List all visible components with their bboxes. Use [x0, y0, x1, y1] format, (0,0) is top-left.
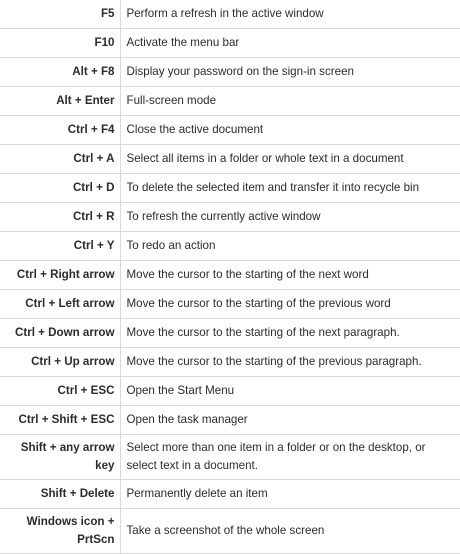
shortcut-description: Open the Start Menu	[120, 377, 460, 406]
shortcut-description: To refresh the currently active window	[120, 203, 460, 232]
shortcut-description: To delete the selected item and transfer it into recycle bin	[120, 174, 460, 203]
table-row	[0, 58, 460, 87]
shortcut-key: Ctrl + A	[0, 145, 120, 174]
shortcut-key: Alt + F8	[0, 58, 120, 87]
shortcut-key: Ctrl + D	[0, 174, 120, 203]
table-row	[0, 87, 460, 116]
table-row	[0, 406, 460, 435]
shortcut-description: Activate the menu bar	[120, 29, 460, 58]
table-row	[0, 377, 460, 406]
table-row	[0, 0, 460, 29]
table-row	[0, 232, 460, 261]
shortcut-key: Ctrl + F4	[0, 116, 120, 145]
shortcut-description: Move the cursor to the starting of the next word	[120, 261, 460, 290]
shortcut-description: Open the task manager	[120, 406, 460, 435]
table-row	[0, 145, 460, 174]
shortcut-description: Perform a refresh in the active window	[120, 0, 460, 29]
shortcut-key: Alt + Enter	[0, 87, 120, 116]
table-row	[0, 29, 460, 58]
shortcut-key: F10	[0, 29, 120, 58]
shortcut-description: To redo an action	[120, 232, 460, 261]
shortcut-key: Ctrl + Right arrow	[0, 261, 120, 290]
shortcut-description: Move the cursor to the starting of the previous word	[120, 290, 460, 319]
table-row	[0, 290, 460, 319]
table-row	[0, 174, 460, 203]
table-row	[0, 509, 460, 554]
shortcut-description: Take a screenshot of the whole screen	[120, 509, 460, 554]
table-row	[0, 261, 460, 290]
shortcut-description: Close the active document	[120, 116, 460, 145]
shortcut-description: Move the cursor to the starting of the previous paragraph.	[120, 348, 460, 377]
table-row	[0, 116, 460, 145]
shortcut-description: Select more than one item in a folder or on the desktop, or select text in a document.	[120, 435, 460, 480]
table-row	[0, 319, 460, 348]
shortcut-description: Full-screen mode	[120, 87, 460, 116]
shortcut-key: Windows icon + PrtScn	[0, 509, 120, 554]
table-row	[0, 203, 460, 232]
shortcut-key: Shift + any arrow key	[0, 435, 120, 480]
table-row	[0, 480, 460, 509]
shortcut-key: Ctrl + Y	[0, 232, 120, 261]
shortcut-key: Ctrl + ESC	[0, 377, 120, 406]
shortcut-key: Shift + Delete	[0, 480, 120, 509]
shortcut-key: Ctrl + R	[0, 203, 120, 232]
shortcut-key: F5	[0, 0, 120, 29]
shortcut-description: Select all items in a folder or whole text in a document	[120, 145, 460, 174]
shortcut-key: Ctrl + Down arrow	[0, 319, 120, 348]
shortcut-description: Permanently delete an item	[120, 480, 460, 509]
shortcut-key: Ctrl + Shift + ESC	[0, 406, 120, 435]
table-row	[0, 435, 460, 480]
shortcut-key: Ctrl + Up arrow	[0, 348, 120, 377]
shortcut-description: Move the cursor to the starting of the next paragraph.	[120, 319, 460, 348]
shortcut-description: Display your password on the sign-in screen	[120, 58, 460, 87]
table-row	[0, 348, 460, 377]
shortcut-key: Ctrl + Left arrow	[0, 290, 120, 319]
